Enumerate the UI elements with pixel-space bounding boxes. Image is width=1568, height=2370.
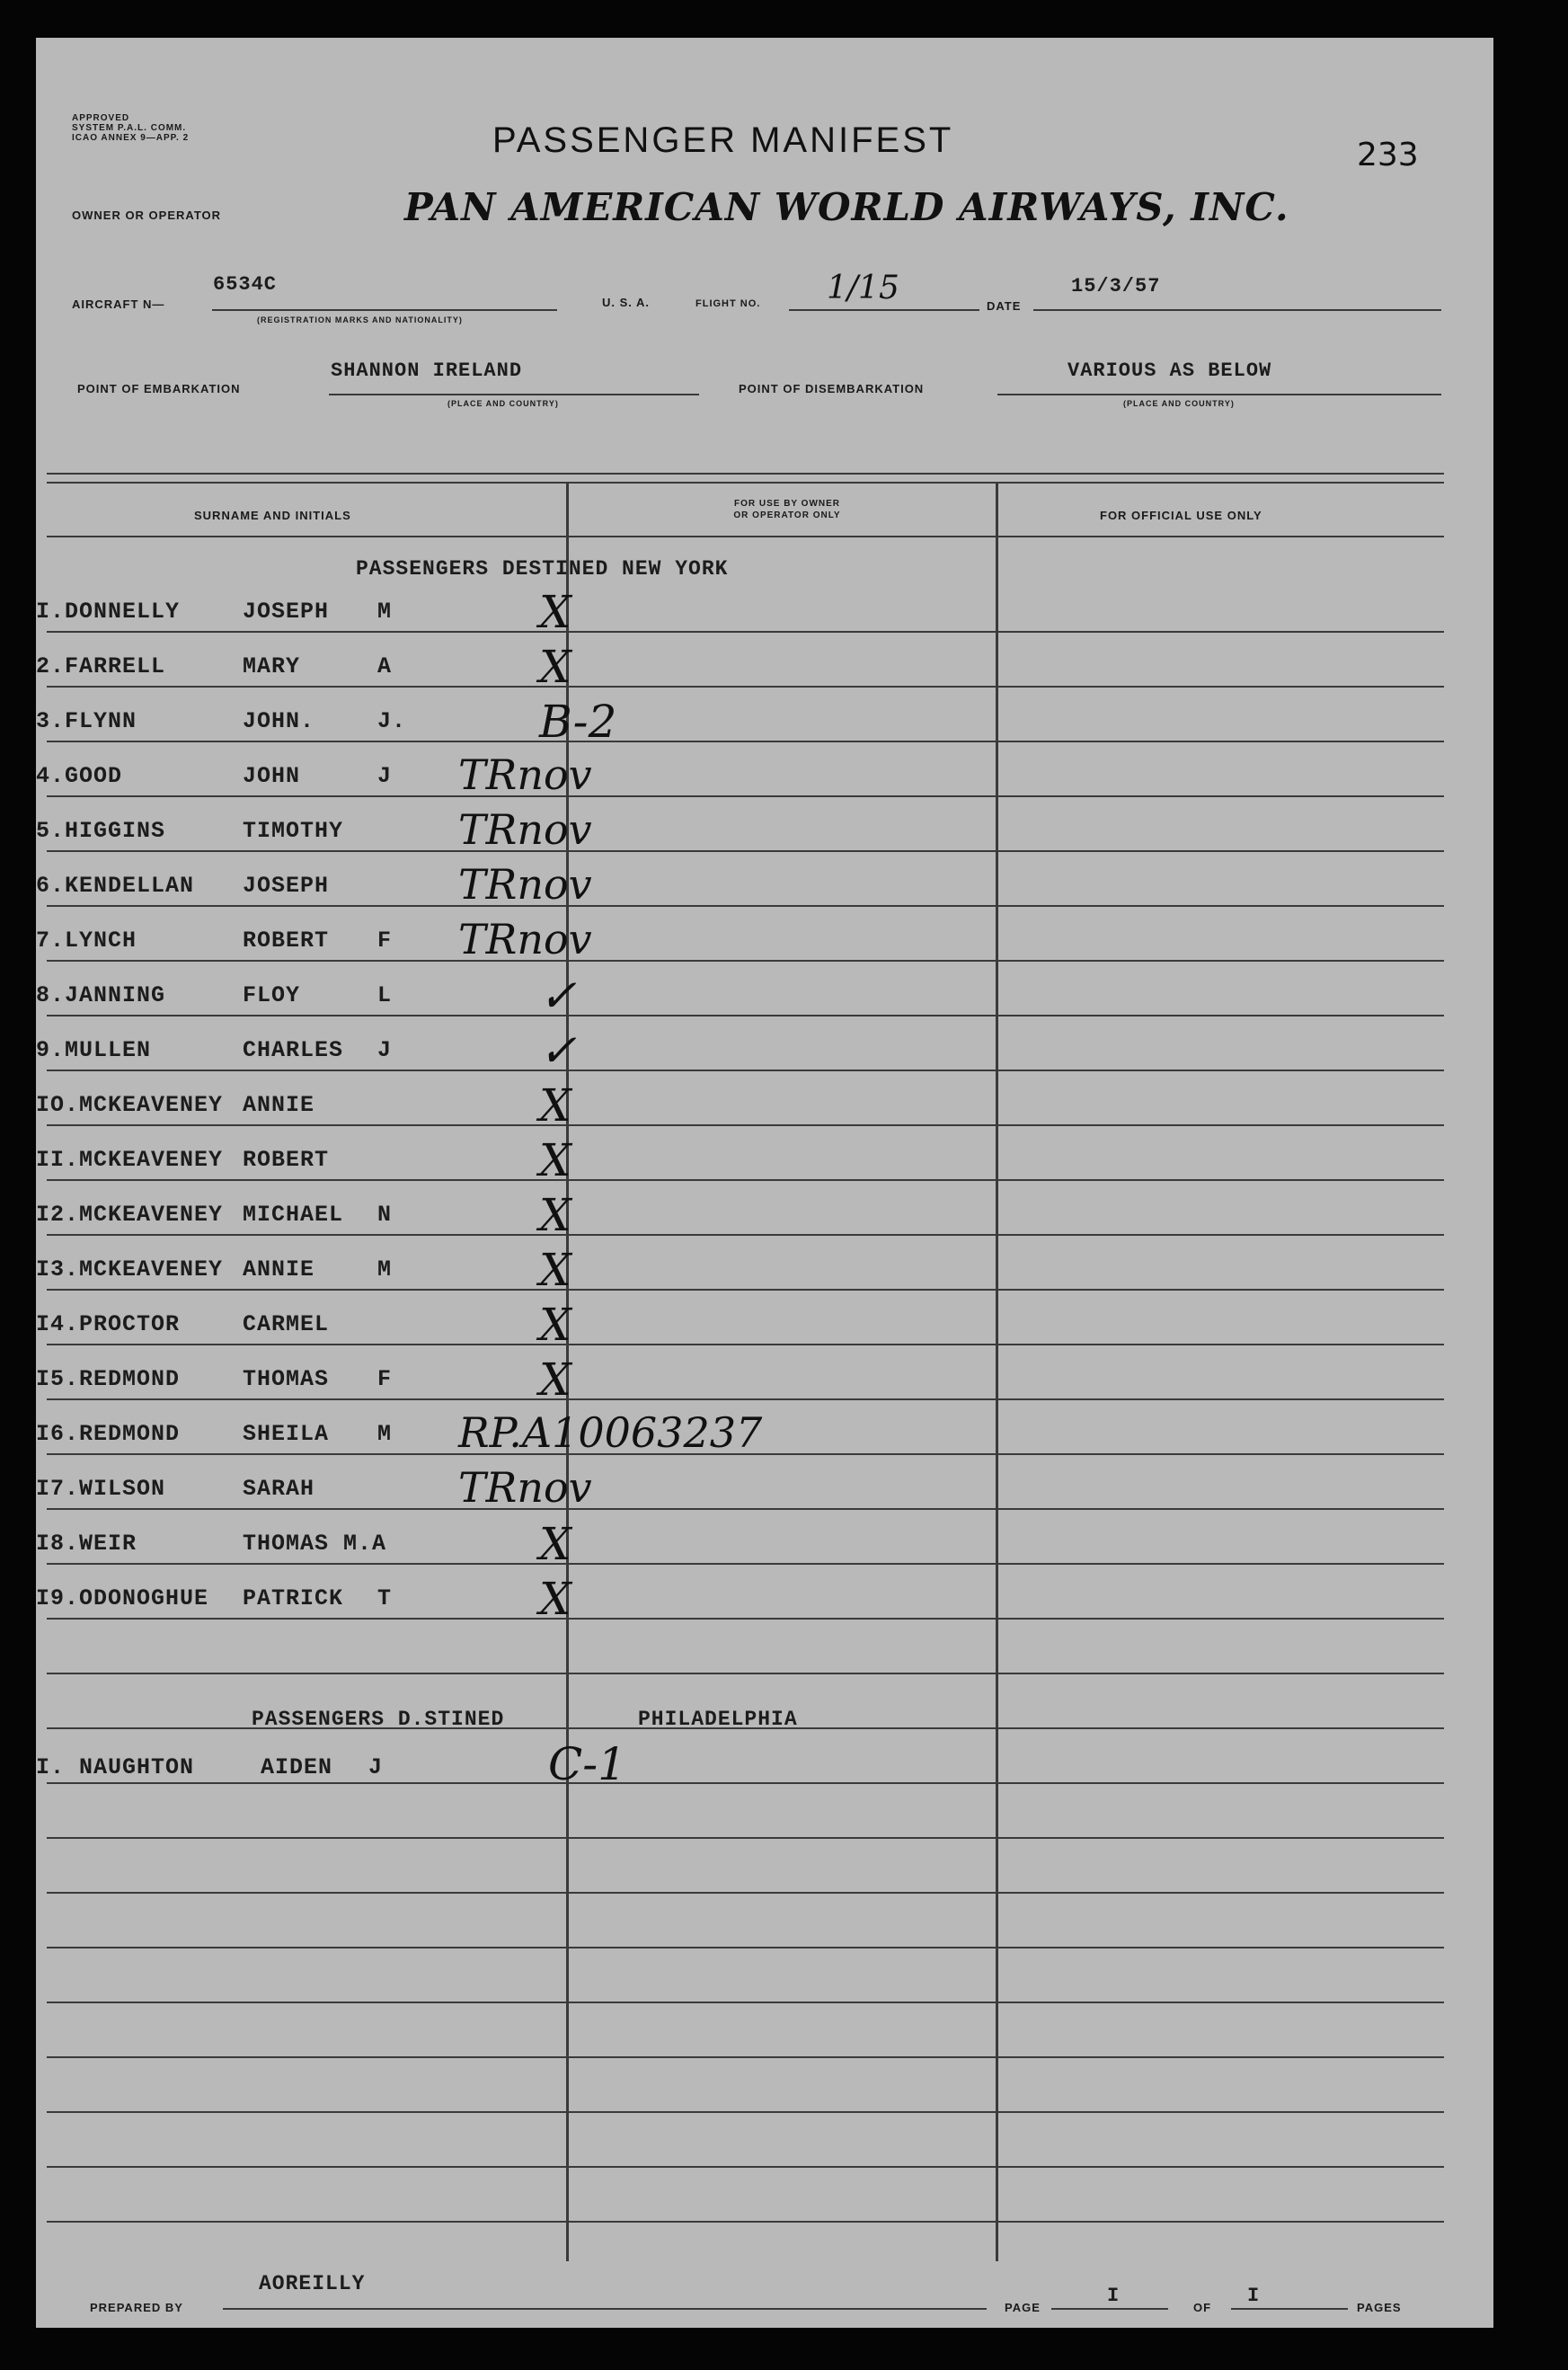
passenger-number: IO. [36, 1092, 80, 1118]
passenger-given-name: THOMAS [243, 1366, 330, 1392]
passenger-number: 2. [36, 653, 66, 679]
date-value: 15/3/57 [1071, 275, 1161, 297]
passenger-given-name: JOSEPH [243, 873, 330, 899]
row-rule [47, 1124, 1444, 1126]
handwritten-mark: X [539, 1079, 571, 1132]
passenger-given-name: JOSEPH [243, 599, 330, 625]
of-value: I [1247, 2285, 1261, 2307]
passenger-surname [36, 1092, 223, 1118]
owner-value: PAN AMERICAN WORLD AIRWAYS, INC. [404, 185, 1289, 229]
row-rule [47, 1289, 1444, 1291]
flight-line [789, 309, 979, 311]
row-rule [47, 631, 1444, 633]
row-rule [47, 1837, 1444, 1839]
row-rule [47, 1234, 1444, 1236]
passenger-given-name: JOHN. [243, 708, 315, 734]
passenger-surname-text: PROCTOR [79, 1311, 181, 1337]
passenger-surname [36, 1476, 165, 1502]
passenger-given-name: THOMAS [243, 1531, 330, 1557]
passenger-surname-text: GOOD [65, 763, 123, 789]
passenger-surname [36, 1037, 151, 1063]
passenger-given-name: TIMOTHY [243, 818, 344, 844]
passenger-surname [36, 1366, 180, 1392]
passenger-number: I8. [36, 1531, 80, 1557]
handwritten-mark: TRnov [458, 860, 592, 909]
row-rule [47, 1782, 1444, 1784]
col-surname: SURNAME AND INITIALS [194, 509, 351, 522]
passenger-surname-text: NAUGHTON [79, 1754, 195, 1780]
row-rule [47, 1070, 1444, 1071]
column-divider-2 [996, 482, 998, 2261]
owner-label: OWNER OR OPERATOR [72, 209, 222, 222]
col-official: FOR OFFICIAL USE ONLY [1100, 509, 1262, 522]
passenger-surname [36, 1256, 223, 1283]
passenger-number: I4. [36, 1311, 80, 1337]
passenger-surname [36, 1147, 223, 1173]
col-owner-use-line2: OR OPERATOR ONLY [733, 510, 841, 520]
passenger-surname-text: MCKEAVENEY [79, 1147, 224, 1173]
aircraft-line [212, 309, 557, 311]
passenger-given-name: CARMEL [243, 1311, 330, 1337]
col-owner-use-line1: FOR USE BY OWNER [733, 499, 841, 509]
embark-line [329, 394, 699, 395]
passenger-initial: F [377, 928, 393, 954]
passenger-given-name: SHEILA [243, 1421, 330, 1447]
passenger-surname-text: REDMOND [79, 1421, 181, 1447]
disembark-label: POINT OF DISEMBARKATION [739, 382, 925, 395]
passenger-number: 7. [36, 928, 66, 954]
passenger-number: I9. [36, 1585, 80, 1611]
row-rule [47, 1892, 1444, 1894]
date-label: DATE [987, 299, 1022, 313]
passenger-number: 6. [36, 873, 66, 899]
flight-value: 1/15 [827, 270, 899, 306]
embark-place-note: (PLACE AND COUNTRY) [447, 399, 559, 408]
passenger-surname [36, 1754, 194, 1780]
of-line [1231, 2308, 1348, 2310]
row-rule [47, 686, 1444, 688]
passenger-surname-text: FLYNN [65, 708, 137, 734]
row-rule [47, 1398, 1444, 1400]
row-rule [47, 1563, 1444, 1565]
passenger-number: II. [36, 1147, 80, 1173]
row-rule [47, 1673, 1444, 1674]
aircraft-value: 6534C [213, 273, 278, 296]
passenger-given-name: MICHAEL [243, 1202, 344, 1228]
passenger-surname-text: MCKEAVENEY [79, 1256, 224, 1283]
passenger-surname-text: REDMOND [79, 1366, 181, 1392]
handwritten-mark: X [539, 1134, 571, 1186]
passenger-number: I. [36, 1754, 66, 1780]
page-value: I [1107, 2285, 1121, 2307]
passenger-initial: J [377, 763, 393, 789]
passenger-surname-text: DONNELLY [65, 599, 181, 625]
group2-destination: PHILADELPHIA [638, 1708, 798, 1731]
passenger-number: 8. [36, 982, 66, 1008]
passenger-surname [36, 653, 165, 679]
group1-label: PASSENGERS DESTINED NEW YORK [356, 557, 729, 581]
passenger-surname-text: WILSON [79, 1476, 166, 1502]
row-rule [47, 2166, 1444, 2168]
handwritten-mark: TRnov [458, 1463, 592, 1512]
row-rule [47, 1508, 1444, 1510]
passenger-number: I5. [36, 1366, 80, 1392]
passenger-surname [36, 1421, 180, 1447]
of-label: OF [1193, 2301, 1212, 2314]
row-rule [47, 2056, 1444, 2058]
row-rule [47, 1947, 1444, 1948]
disembark-place-note: (PLACE AND COUNTRY) [1123, 399, 1235, 408]
row-rule [47, 2111, 1444, 2113]
col-owner-use [688, 498, 886, 521]
passenger-surname [36, 1311, 180, 1337]
passenger-surname-text: HIGGINS [65, 818, 166, 844]
passenger-surname [36, 982, 165, 1008]
handwritten-mark: ✓ [539, 1025, 577, 1077]
passenger-given-name: MARY [243, 653, 301, 679]
approval-line-1: APPROVED [72, 113, 130, 123]
date-line [1033, 309, 1441, 311]
passenger-surname-text: KENDELLAN [65, 873, 195, 899]
passenger-initial: F [377, 1366, 393, 1392]
passenger-surname [36, 928, 137, 954]
handwritten-mark: X [539, 1189, 571, 1241]
row-rule [47, 1015, 1444, 1016]
passenger-number: I6. [36, 1421, 80, 1447]
handwritten-mark: X [539, 1518, 571, 1570]
handwritten-mark: ✓ [539, 970, 577, 1022]
approval-note [72, 113, 189, 143]
row-rule [47, 1179, 1444, 1181]
flight-label: FLIGHT NO. [695, 298, 761, 309]
handwritten-mark: X [539, 1573, 571, 1625]
usa-label: U. S. A. [602, 296, 651, 309]
handwritten-mark: B-2 [539, 696, 617, 748]
handwritten-mark: X [539, 586, 571, 638]
passenger-number: I3. [36, 1256, 80, 1283]
disembark-line [997, 394, 1441, 395]
passenger-surname [36, 1531, 137, 1557]
handwritten-mark: X [539, 641, 571, 693]
passenger-surname-text: MCKEAVENEY [79, 1092, 224, 1118]
handwritten-mark: X [539, 1244, 571, 1296]
passenger-surname-text: MULLEN [65, 1037, 152, 1063]
embark-value: SHANNON IRELAND [331, 359, 523, 382]
page-title: PASSENGER MANIFEST [492, 120, 954, 160]
row-rule [47, 1618, 1444, 1620]
passenger-given-name: JOHN [243, 763, 301, 789]
passenger-initial: A [377, 653, 393, 679]
passenger-given-name: PATRICK [243, 1585, 344, 1611]
passenger-surname-text: ODONOGHUE [79, 1585, 209, 1611]
passenger-number: 4. [36, 763, 66, 789]
prepared-value: AOREILLY [259, 2272, 366, 2295]
passenger-given-name: ROBERT [243, 928, 330, 954]
passenger-surname-text: FARRELL [65, 653, 166, 679]
page-label: PAGE [1005, 2301, 1041, 2314]
table-top-rule-2 [47, 482, 1444, 484]
prepared-line [223, 2308, 987, 2310]
row-rule [47, 795, 1444, 797]
passenger-number: I2. [36, 1202, 80, 1228]
passenger-initial: J. [377, 708, 407, 734]
group2-label: PASSENGERS D.STINED [252, 1708, 505, 1731]
passenger-surname [36, 708, 137, 734]
row-rule [47, 2221, 1444, 2223]
table-header-rule [47, 536, 1444, 537]
handwritten-mark: TRnov [458, 750, 592, 799]
row-rule [47, 905, 1444, 907]
row-rule [47, 850, 1444, 852]
passenger-given-name: SARAH [243, 1476, 315, 1502]
passenger-initial: L [377, 982, 393, 1008]
embark-label: POINT OF EMBARKATION [77, 382, 241, 395]
pages-label: PAGES [1357, 2301, 1402, 2314]
prepared-label: PREPARED BY [90, 2301, 183, 2314]
row-rule [47, 2002, 1444, 2003]
passenger-number: 5. [36, 818, 66, 844]
handwritten-mark: RP.A10063237 [458, 1408, 763, 1457]
registration-note: (REGISTRATION MARKS AND NATIONALITY) [257, 315, 463, 324]
handwritten-mark: TRnov [458, 805, 592, 854]
approval-line-2: SYSTEM P.A.L. COMM. [72, 123, 187, 133]
row-rule [47, 741, 1444, 742]
passenger-number: I. [36, 599, 66, 625]
handwritten-mark: X [539, 1299, 571, 1351]
passenger-surname-text: MCKEAVENEY [79, 1202, 224, 1228]
passenger-surname [36, 599, 180, 625]
passenger-surname [36, 1585, 208, 1611]
passenger-surname [36, 873, 194, 899]
aircraft-label: AIRCRAFT N— [72, 297, 165, 311]
passenger-given-name: ANNIE [243, 1256, 315, 1283]
handwritten-mark: TRnov [458, 915, 592, 963]
passenger-given-name: ANNIE [243, 1092, 315, 1118]
table-top-rule [47, 473, 1444, 475]
passenger-initial: N [377, 1202, 393, 1228]
row-rule [47, 1344, 1444, 1345]
passenger-surname [36, 763, 122, 789]
page-line [1051, 2308, 1168, 2310]
disembark-value: VARIOUS AS BELOW [1067, 359, 1272, 382]
row-rule [47, 960, 1444, 962]
passenger-number: 3. [36, 708, 66, 734]
passenger-initial: T [377, 1585, 393, 1611]
passenger-initial: J [377, 1037, 393, 1063]
handwritten-mark: X [539, 1354, 571, 1406]
passenger-given-name: CHARLES [243, 1037, 344, 1063]
passenger-surname-text: WEIR [79, 1531, 137, 1557]
passenger-initial: M [377, 1421, 393, 1447]
manifest-sheet [36, 38, 1493, 2328]
passenger-initial: M [377, 599, 393, 625]
approval-line-3: ICAO ANNEX 9—APP. 2 [72, 133, 190, 143]
handwritten-mark: C-1 [548, 1738, 626, 1790]
passenger-initial: M [377, 1256, 393, 1283]
passenger-initial: M.A [343, 1531, 387, 1557]
passenger-initial: J [368, 1754, 384, 1780]
passenger-surname-text: JANNING [65, 982, 166, 1008]
passenger-surname [36, 818, 165, 844]
passenger-given-name: ROBERT [243, 1147, 330, 1173]
passenger-surname-text: LYNCH [65, 928, 137, 954]
passenger-number: 9. [36, 1037, 66, 1063]
page-number: 233 [1357, 137, 1419, 173]
passenger-surname [36, 1202, 223, 1228]
passenger-given-name: AIDEN [261, 1754, 333, 1780]
passenger-number: I7. [36, 1476, 80, 1502]
passenger-given-name: FLOY [243, 982, 301, 1008]
